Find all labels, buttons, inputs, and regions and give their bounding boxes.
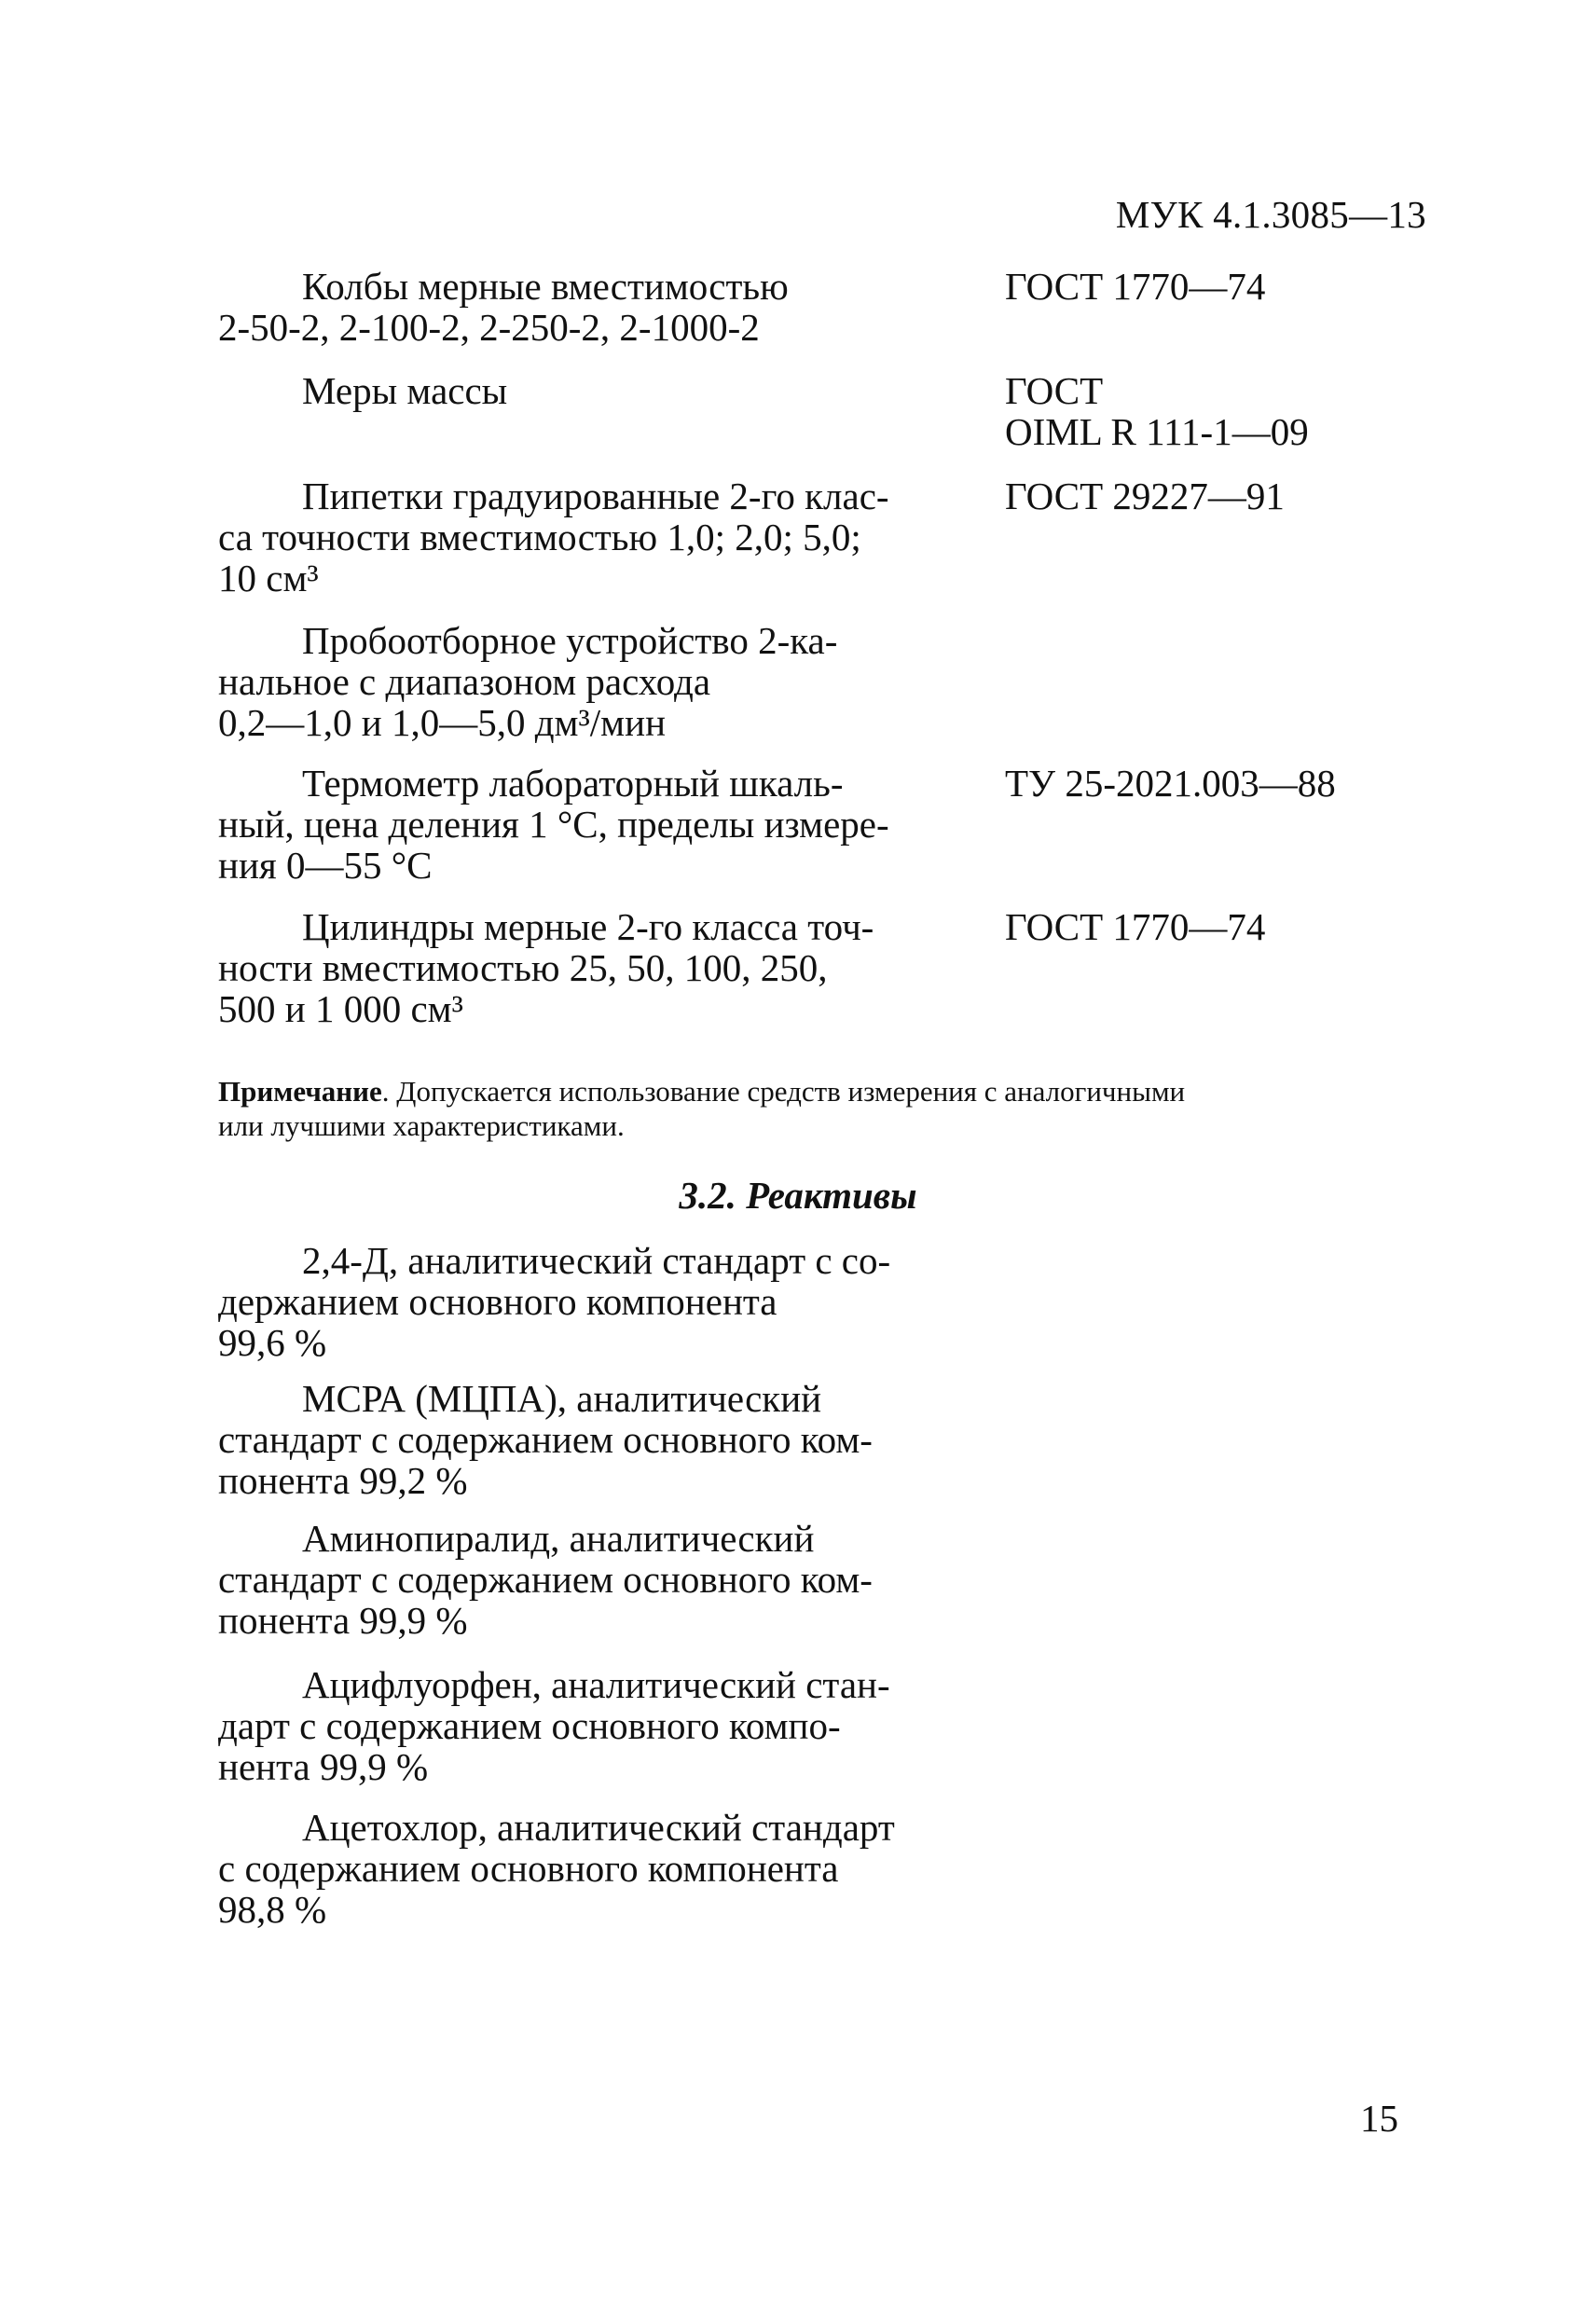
equipment-item-flasks xyxy=(218,266,955,348)
reagent-line: понента 99,9 % xyxy=(218,1599,468,1642)
reagent-line: 98,8 % xyxy=(218,1888,327,1931)
equipment-item-weights xyxy=(218,370,955,411)
reagent-line: понента 99,2 % xyxy=(218,1459,468,1502)
reagent-line: стандарт с содержанием основного ком- xyxy=(218,1418,873,1461)
equipment-item-pipettes xyxy=(218,475,955,599)
equipment-line: Пробоотборное устройство 2-ка- xyxy=(302,619,838,662)
equipment-line: Пипетки градуированные 2-го клас- xyxy=(302,475,889,517)
reagent-line: Ацетохлор, аналитический стандарт xyxy=(302,1806,895,1849)
equipment-line: нальное с диапазоном расхода xyxy=(218,660,711,703)
standard-line: ГОСТ xyxy=(1005,369,1104,412)
reagent-line: с содержанием основного компонента xyxy=(218,1847,839,1890)
document-code: МУК 4.1.3085—13 xyxy=(1115,193,1426,236)
equipment-line: 2-50-2, 2-100-2, 2-250-2, 2-1000-2 xyxy=(218,306,760,349)
reagent-line: нента 99,9 % xyxy=(218,1745,429,1788)
equipment-line: 0,2—1,0 и 1,0—5,0 дм³/мин xyxy=(218,701,667,744)
reagent-item xyxy=(218,1807,955,1930)
equipment-line: ния 0—55 °С xyxy=(218,844,433,887)
equipment-standard xyxy=(1005,475,1424,516)
equipment-standard xyxy=(1005,370,1424,452)
equipment-item-cylinders xyxy=(218,906,955,1029)
note-text: или лучшими характеристиками. xyxy=(218,1109,625,1142)
reagent-line: 2,4-Д, аналитический стандарт с со- xyxy=(302,1239,891,1282)
equipment-line: Колбы мерные вместимостью xyxy=(302,265,789,308)
standard-line: ГОСТ 1770—74 xyxy=(1005,905,1266,948)
reagent-item xyxy=(218,1664,955,1787)
reagent-item xyxy=(218,1378,955,1501)
equipment-line: Термометр лабораторный шкаль- xyxy=(302,762,844,805)
reagent-line: держанием основного компонента xyxy=(218,1280,777,1323)
reagent-line: МСРА (МЦПА), аналитический xyxy=(302,1377,822,1420)
equipment-standard xyxy=(1005,763,1424,804)
reagent-line: Аминопиралид, аналитический xyxy=(302,1517,815,1560)
reagent-item xyxy=(218,1240,955,1363)
equipment-item-thermometer xyxy=(218,763,955,886)
note-text: . Допускается использование средств измерения с аналогичными xyxy=(381,1075,1186,1108)
reagent-line: дарт с содержанием основного компо- xyxy=(218,1704,841,1747)
equipment-line: 500 и 1 000 см³ xyxy=(218,987,463,1030)
equipment-line: 10 см³ xyxy=(218,557,319,599)
page-number: 15 xyxy=(1360,2097,1398,2140)
equipment-standard xyxy=(1005,266,1424,307)
equipment-line: ный, цена деления 1 °С, пределы измере- xyxy=(218,803,889,846)
standard-line: ТУ 25-2021.003—88 xyxy=(1005,762,1336,805)
equipment-line: са точности вместимостью 1,0; 2,0; 5,0; xyxy=(218,516,861,558)
equipment-line: Цилиндры мерные 2-го класса точ- xyxy=(302,905,874,948)
equipment-standard xyxy=(1005,906,1424,947)
note-label: Примечание xyxy=(218,1075,382,1108)
reagent-line: стандарт с содержанием основного ком- xyxy=(218,1558,873,1601)
equipment-item-sampler xyxy=(218,620,955,743)
reagent-line: Ацифлуорфен, аналитический стан- xyxy=(302,1663,890,1706)
reagent-line: 99,6 % xyxy=(218,1321,327,1364)
equipment-line: ности вместимостью 25, 50, 100, 250, xyxy=(218,946,828,989)
equipment-line: Меры массы xyxy=(302,369,508,412)
note xyxy=(218,1074,1411,1143)
reagent-item xyxy=(218,1518,955,1641)
standard-line: ГОСТ 1770—74 xyxy=(1005,265,1266,308)
standard-line: OIML R 111-1—09 xyxy=(1005,410,1309,453)
standard-line: ГОСТ 29227—91 xyxy=(1005,475,1285,517)
section-title: 3.2. Реактивы xyxy=(679,1174,917,1217)
